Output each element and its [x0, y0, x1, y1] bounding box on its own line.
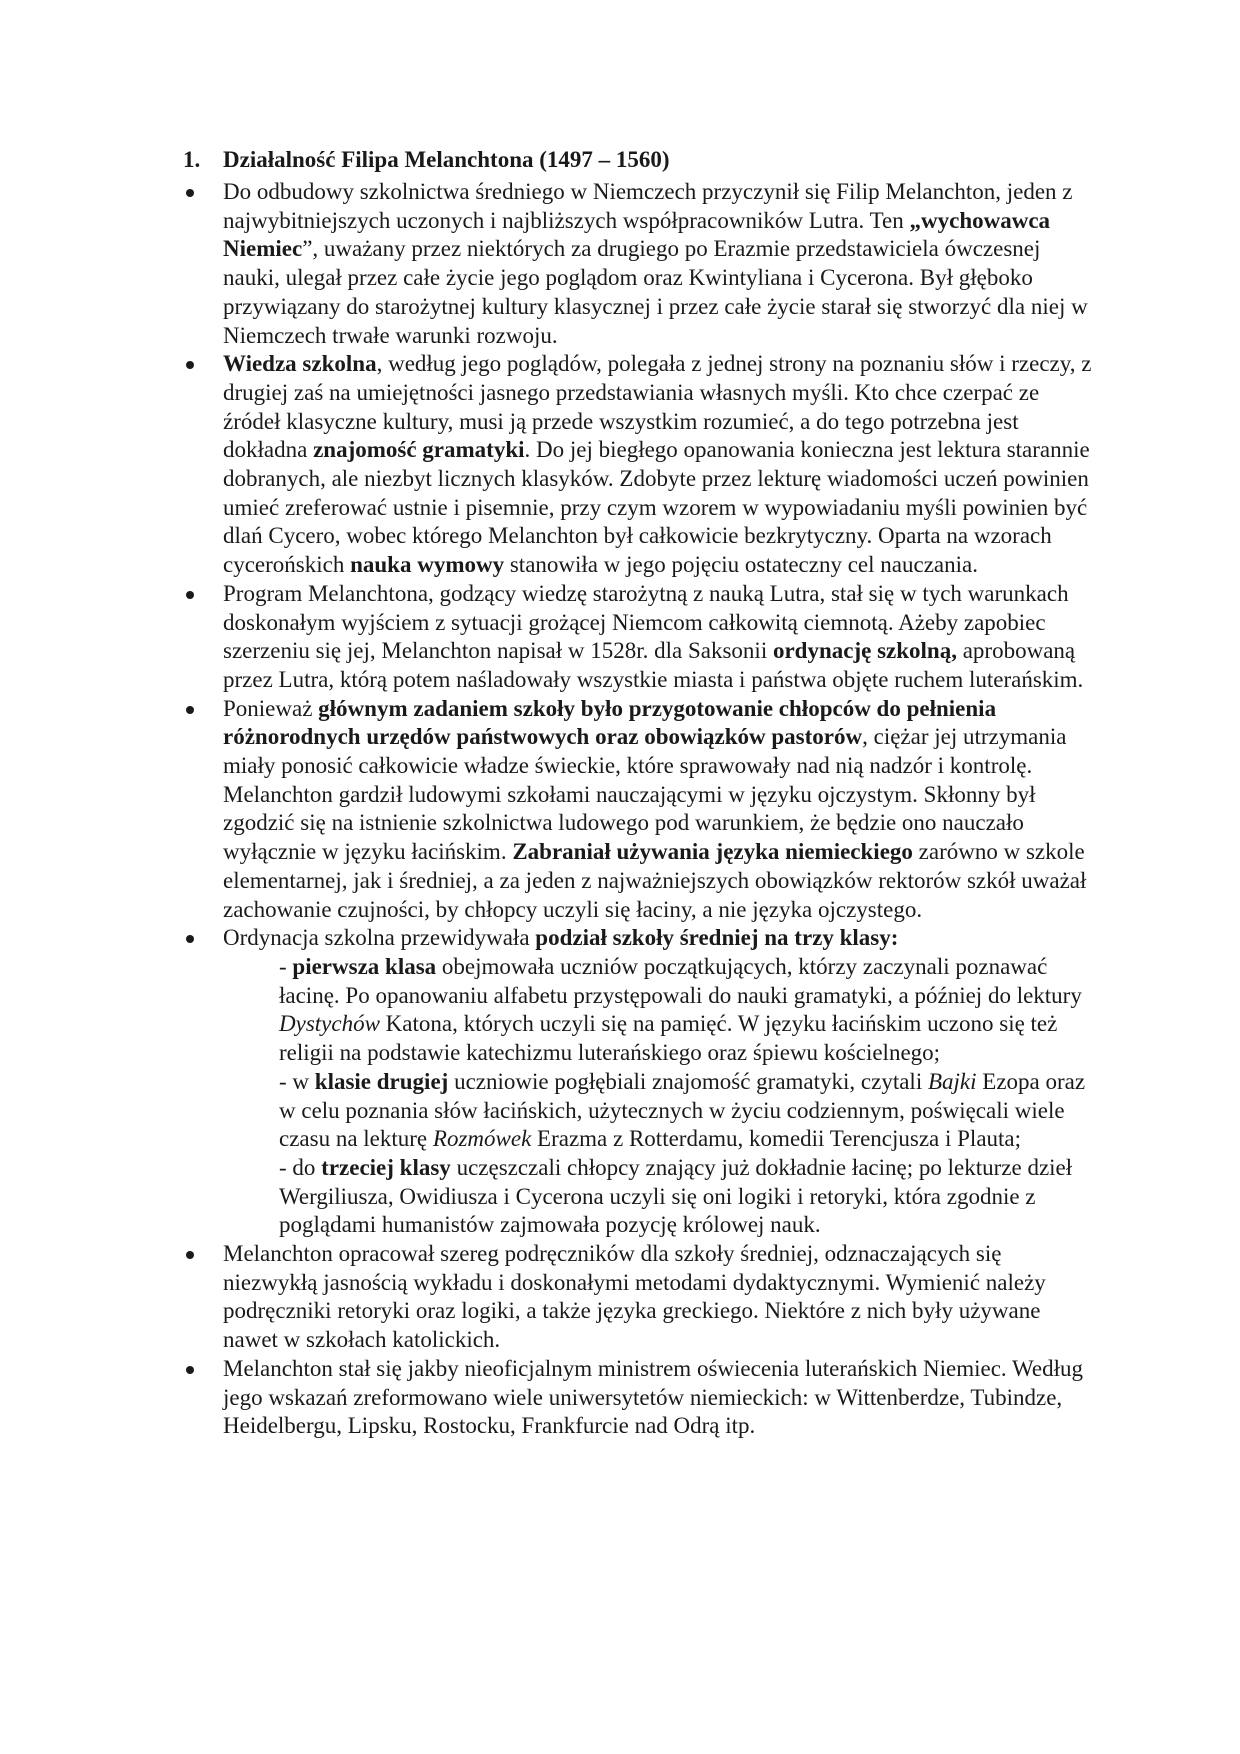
italic-text: Rozmówek — [432, 1126, 532, 1152]
bullet-item — [223, 178, 1093, 350]
bullet-text — [223, 1356, 1083, 1438]
text-run: Do odbudowy szkolnictwa średniego w Niemczech przyczynił się Filip Melanchton, jeden z najwybitniejszych uczonych i najbliższych współpracowników Lutra. Ten — [223, 179, 1073, 233]
bullet-item — [223, 924, 1093, 1240]
bold-text: klasie drugiej — [314, 1068, 449, 1094]
text-run: Erazma z Rotterdamu, komedii Terencjusza i Plauta; — [531, 1126, 1022, 1152]
text-run: - — [279, 953, 293, 979]
text-run: Melanchton stał się jakby nieoficjalnym ministrem oświecenia luterańskich Niemiec. Według jego wskazań zreformowano wiele uniwersytetów niemieckich: w Wittenberdze, Tubindze, Heidelbergu, Lipsku, Rostocku, Frankfurcie nad Odrą itp. — [223, 1355, 1083, 1439]
text-run: aprobowaną przez Lutra, którą potem naśladowały wszystkie miasta i państwa objęte ruchem luterańskim. — [223, 638, 1084, 692]
text-run: - do — [279, 1154, 322, 1180]
bold-text: Wiedza szkolna — [223, 351, 377, 377]
text-run: Ordynacja szkolna przewidywała — [223, 925, 536, 951]
bullet-item — [223, 1355, 1093, 1441]
section-heading — [183, 146, 670, 174]
bold-text: „wychowawca Niemiec — [223, 207, 1051, 262]
text-run: uczniowie pogłębiali znajomość gramatyki, czytali — [448, 1068, 928, 1094]
bullet-dot-icon — [186, 706, 194, 714]
bold-text: nauka wymowy — [350, 552, 505, 578]
bullet-text — [223, 1241, 1046, 1352]
bold-text: pierwsza klasa — [292, 953, 437, 979]
class-subitem — [279, 1154, 1093, 1240]
text-run: ”, uważany przez niektórych za drugiego po Erazmie przedstawiciela ówczesnej nauki, ulegał przez całe życie jego poglądom oraz Kwintyliana i Cycerona. Był głęboko przywiązany do starożytnej kultury klasycznej i przez całe życie starał się stworzyć dla niej w Niemczech trwałe warunki rozwoju. — [223, 236, 1088, 348]
bullet-dot-icon — [186, 189, 194, 197]
bold-text: trzeciej klasy — [321, 1154, 451, 1180]
text-run: - w — [279, 1068, 315, 1094]
class-subitems — [223, 953, 1093, 1240]
bold-text: głównym zadaniem szkoły było przygotowanie chłopców do pełnienia różnorodnych urzędów państwowych oraz obowiązków pastorów — [223, 695, 997, 750]
bullet-text — [223, 179, 1088, 348]
bold-text: Zabraniał używania języka niemieckiego — [512, 839, 913, 865]
class-subitem — [279, 953, 1093, 1068]
bullet-dot-icon — [186, 1366, 194, 1374]
bullet-item — [223, 580, 1093, 695]
text-run: Ponieważ — [223, 695, 319, 721]
bullet-item — [223, 350, 1093, 580]
text-run: Melanchton opracował szereg podręczników dla szkoły średniej, odznaczających się niezwykłą jasnością wykładu i doskonałymi metodami dydaktycznymi. Wymienić należy podręczniki retoryki oraz logiki, a także języka greckiego. Niektóre z nich były używane nawet w szkołach katolickich. — [223, 1241, 1046, 1353]
bullet-list — [223, 178, 1093, 1441]
text-run: . Do jej biegłego opanowania konieczna jest lektura starannie dobranych, ale niezbyt licznych klasyków. Zdobyte przez lekturę wiadomości uczeń powinien umieć zreferować ustnie i pisemnie, przy czym wzorem w wypowiadaniu myśli powinien być dlań Cycero, wobec którego Melanchton był całkowicie bezkrytyczny. Oparta na wzorach cycerońskich — [223, 437, 1090, 578]
text-run: stanowiła w jego pojęciu ostateczny cel nauczania. — [504, 552, 978, 578]
section-number: 1. — [183, 147, 201, 172]
bold-text: ordynację szkolną, — [772, 638, 957, 664]
bullet-text — [223, 696, 1086, 922]
text-run: , ciężar jej utrzymania miały ponosić całkowicie władze świeckie, które sprawowały nad nią nadzór i kontrolę. Melanchton gardził ludowymi szkołami nauczającymi w języku ojczystym. Skłonny był zgodzić się na istnienie szkolnictwa ludowego pod warunkiem, że będzie ono nauczało wyłącznie w języku łacińskim. — [223, 724, 1067, 865]
text-run: Ezopa oraz w celu poznania słów łacińskich, użytecznych w życiu codziennym, poświęcali wiele czasu na lekturę — [279, 1068, 1086, 1152]
text-run: Program Melanchtona, godzący wiedzę starożytną z nauką Lutra, stał się w tych warunkach doskonałym wyjściem z sytuacji grożącej Niemcom całkowitą ciemnotą. Ażeby zapobiec szerzeniu się jej, Melanchton napisał w 1528r. dla Saksonii — [223, 580, 1069, 664]
text-run: zarówno w szkole elementarnej, jak i średniej, a za jeden z najważniejszych obowiązków rektorów szkół uważał zachowanie czujności, by chłopcy uczyli się łaciny, a nie języka ojczystego. — [223, 839, 1087, 922]
text-run: uczęszczali chłopcy znający już dokładnie łacinę; po lekturze dzieł Wergiliusza, Owidiusza i Cycerona uczyli się oni logiki i retoryki, która zgodnie z poglądami humanistów zajmowała pozycję królowej nauk. — [279, 1154, 1073, 1238]
bullet-text — [223, 925, 898, 950]
bullet-dot-icon — [186, 591, 194, 599]
italic-text: Bajki — [927, 1068, 977, 1094]
text-run: obejmowała uczniów początkujących, którzy zaczynali poznawać łacinę. Po opanowaniu alfabetu przystępowali do nauki gramatyki, a później do lektury — [279, 953, 1082, 1008]
bold-text: znajomość gramatyki — [313, 437, 525, 463]
bullet-item — [223, 695, 1093, 925]
italic-text: Dystychów — [279, 1011, 380, 1037]
text-run: , według jego poglądów, polegała z jednej strony na poznaniu słów i rzeczy, z drugiej zaś na umiejętności jasnego przedstawiania własnych myśli. Kto chce czerpać ze źródeł klasyczne kultury, musi ją przede wszystkim rozumieć, a do tego potrzebna jest dokładna — [223, 351, 1092, 463]
bullet-dot-icon — [186, 361, 194, 369]
bold-text: podział szkoły średniej na trzy klasy: — [535, 925, 899, 951]
class-subitem — [279, 1068, 1093, 1154]
section-title: Działalność Filipa Melanchtona (1497 – 1560) — [223, 147, 670, 172]
bullet-text — [223, 581, 1083, 692]
bullet-dot-icon — [186, 1251, 194, 1259]
text-run: Katona, których uczyli się na pamięć. W języku łacińskim uczono się też religii na podstawie katechizmu luterańskiego oraz śpiewu kościelnego; — [279, 1011, 1058, 1066]
bullet-dot-icon — [186, 935, 194, 943]
bullet-text — [223, 351, 1091, 577]
bullet-item — [223, 1240, 1093, 1355]
